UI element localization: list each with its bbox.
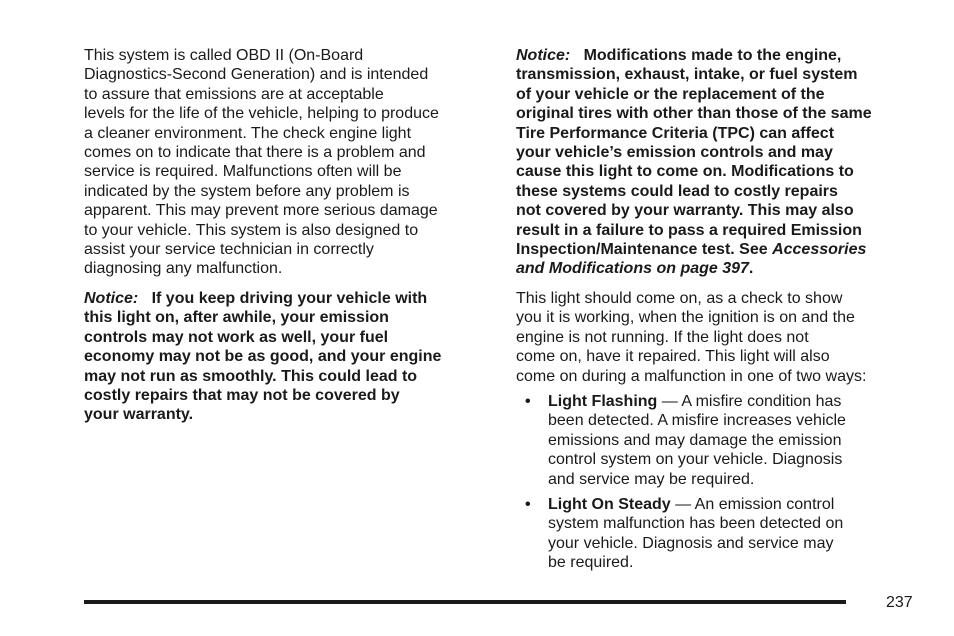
bullet-light-flashing: • Light Flashing — A misfire condition has been detected. A misfire increases vehicle emissions and may damage the emission control system on your vehicle. Diagnosis and service may be required. (525, 392, 846, 488)
bullet-term: Light On Steady (548, 495, 671, 513)
intro-paragraph: This system is called OBD II (On-Board Diagnostics-Second Generation) and is intended to assure that emissions are at acceptable levels for the life of the vehicle, helping to produce a cleaner environment. The check engine light comes on to indicate that there is a problem and service is required. Malfunctions often will be indicated by the system before any problem is apparent. This may prevent more serious damage to your vehicle. This system is also designed to assist your service technician in correctly diagnosing any malfunction. (84, 47, 439, 278)
right-column (516, 46, 918, 573)
bullet-icon: • (525, 495, 531, 513)
check-light-paragraph: This light should come on, as a check to show you it is working, when the ignition is on and the engine is not running. If the light does not come on, have it repaired. This light will also come on during a malfunction in one of two ways: (516, 289, 867, 385)
footer-rule (84, 600, 846, 604)
left-column (84, 46, 488, 425)
cross-reference-link[interactable]: and Modifications on page 397 (516, 260, 749, 278)
bullet-light-on-steady: • Light On Steady — An emission control system malfunction has been detected on your vehicle. Diagnosis and service may be required. (525, 495, 844, 572)
modifications-notice: Notice: Modifications made to the engine, transmission, exhaust, intake, or fuel system of your vehicle or the replacement of the original tires with other than those of the same Tire Performance Criteria (TPC) can affect your vehicle’s emission controls and may cause this light to come on. Modifications to these systems could lead to costly repairs not covered by your warranty. This may also result in a failure to pass a required Emission Inspection/Maintenance test. See Accessories and Modifications on page 397. (516, 47, 872, 278)
page-number: 237 (886, 594, 913, 611)
notice-label: Notice: (84, 289, 139, 307)
bullet-icon: • (525, 392, 531, 410)
bullet-term: Light Flashing (548, 392, 658, 410)
driving-notice: Notice: If you keep driving your vehicle with this light on, after awhile, your emission controls may not work as well, your fuel economy may not be as good, and your engine may not run as smoothly. This could lead to costly repairs that may not be covered by your warranty. (84, 289, 442, 424)
cross-reference-link[interactable]: Accessories (772, 241, 867, 259)
notice-label: Notice: (516, 47, 571, 64)
